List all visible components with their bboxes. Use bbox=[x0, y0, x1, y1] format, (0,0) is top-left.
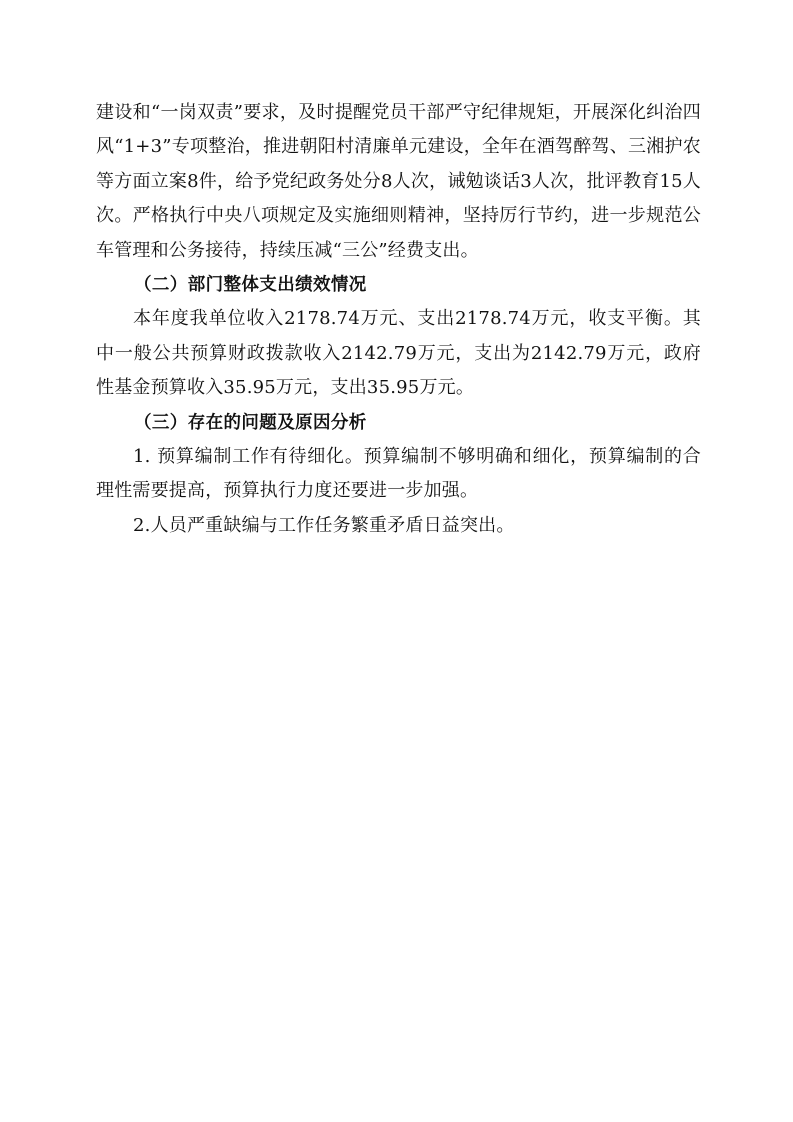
section-heading-problems: （三）存在的问题及原因分析 bbox=[134, 412, 367, 433]
list-item: 2.人员严重缺编与工作任务繁重矛盾日益突出。 bbox=[133, 514, 515, 536]
list-item: 1. 预算编制工作有待细化。预算编制不够明确和细化，预算编制的合理性需要提高，预算执行力度还要进一步加强。 bbox=[96, 446, 701, 502]
paragraph-continued: 建设和“一岗双责”要求，及时提醒党员干部严守纪律规矩，开展深化纠治四风“1+3”专项整治，推进朝阳村清廉单元建设，全年在酒驾醉驾、三湘护农等方面立案8件，给予党纪政务处分8人次，诫勉谈话3人次，批评教育15人次。严格执行中央八项规定及实施细则精神，坚持厉行节约，进一步规范公车管理和公务接待，持续压减“三公”经费支出。 bbox=[96, 102, 701, 261]
section-heading-performance: （二）部门整体支出绩效情况 bbox=[134, 275, 367, 296]
document-body bbox=[96, 96, 701, 543]
paragraph-performance: 本年度我单位收入2178.74万元、支出2178.74万元，收支平衡。其中一般公共预算财政拨款收入2142.79万元，支出为2142.79万元，政府性基金预算收入35.95万元，支出35.95万元。 bbox=[96, 308, 701, 399]
